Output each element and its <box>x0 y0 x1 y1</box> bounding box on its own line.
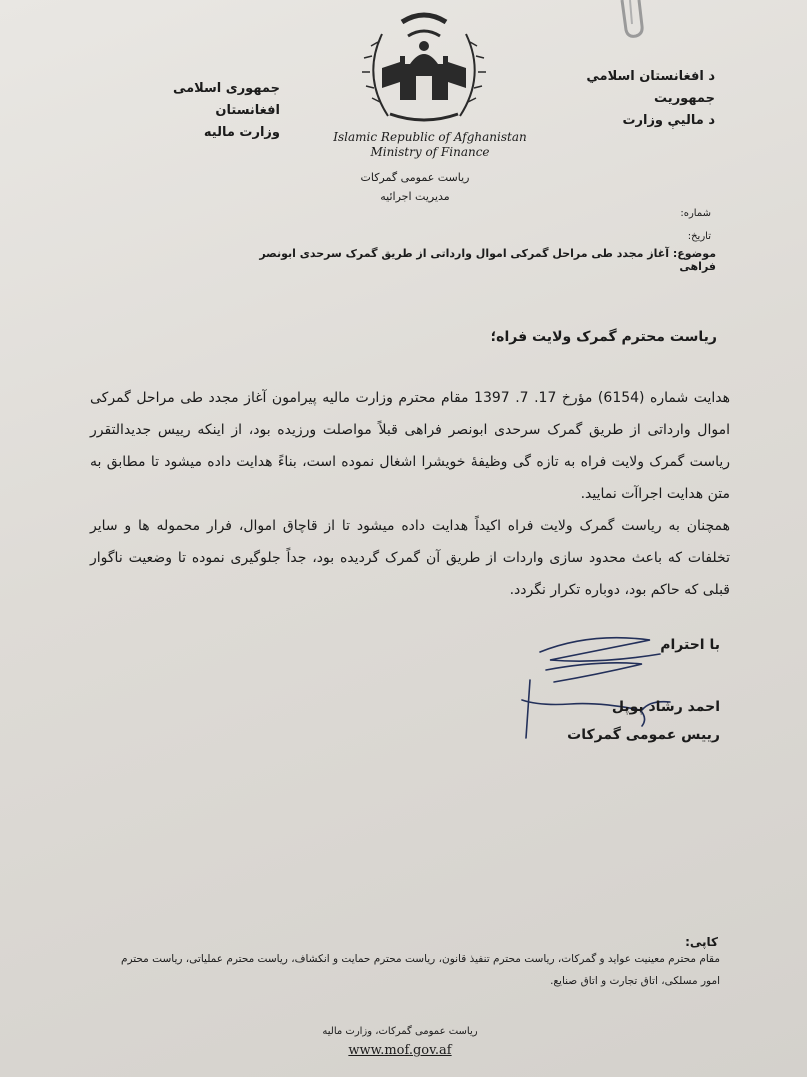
number-label: شماره: <box>680 208 711 219</box>
signer-name: احمد رشاد پوپل <box>611 699 720 715</box>
department-name: ریاست عمومی گمرکات <box>360 171 470 184</box>
paper-clip-icon <box>612 0 657 40</box>
body-paragraph-1: هدایت شماره (6154) مؤرخ 17. 7. 1397 مقام محترم وزارت مالیه پیرامون آغاز مجدد طی مراحل گمرکی اموال وارداتی از طریق گمرک سرحدی ابونصر فراهی قبلاً مواصلت ورزیده بود، از اینکه رییس جدیدالتقرر ریاست گمرک ولایت فراه به تازه گی وظیفهٔ خویشرا اشغال نموده است، بناءً هدایت داده میشود تا مطابق به متن هدایت اجراآت نمایید. <box>90 390 730 502</box>
header-dari-line1: جمهوری اسلامی افغانستان <box>172 81 280 118</box>
subject-line: موضوع: آغاز مجدد طی مراحل گمرکی اموال وارداتی از طریق گمرک سرحدی ابونصر فراهی <box>259 247 716 273</box>
national-emblem-icon <box>360 6 488 126</box>
date-label: تاریخ: <box>687 231 711 242</box>
header-pashto-line1: د افغانستان اسلامي جمهوریت <box>586 69 715 106</box>
header-dari <box>150 78 280 144</box>
header-english-line2: Ministry of Finance <box>370 145 490 159</box>
header-dari-line2: وزارت مالیه <box>203 125 280 140</box>
header-department <box>300 168 530 206</box>
footer-address: ریاست عمومی گمرکات، وزارت مالیه <box>322 1026 478 1037</box>
closing-regards: با احترام <box>660 637 720 653</box>
header-pashto-line2: د مالیې وزارت <box>622 113 715 128</box>
salutation: ریاست محترم گمرک ولایت فراه؛ <box>490 329 717 345</box>
department-office: مدیریت اجرائیه <box>380 190 450 203</box>
copy-heading: کاپی: <box>685 935 718 949</box>
header-english <box>300 130 560 160</box>
copy-recipients: مقام محترم معینیت عواید و گمرکات، ریاست محترم تنفیذ قانون، ریاست محترم حمایت و انکشاف، ریاست محترم عملیاتی، ریاست محترم امور مسلکی، اتاق تجارت و اتاق صنایع. <box>120 953 720 987</box>
letter-body <box>90 382 730 606</box>
body-paragraph-2: همچنان به ریاست گمرک ولایت فراه اکیداً هدایت داده میشود تا از قاچاق اموال، فرار محموله ها و سایر تخلفات که باعث محدود سازی واردات از طریق آن گمرک گردیده بود، جداً جلوگیری نموده تا وضعیت ناگوار قبلی که حاکم بود، دوباره تکرار نگردد. <box>90 518 730 598</box>
footer-website-link[interactable]: www.mof.gov.af <box>348 1043 452 1058</box>
header-english-line1: Islamic Republic of Afghanistan <box>333 130 527 144</box>
signer-title: رییس عمومی گمرکات <box>567 727 720 743</box>
header-pashto <box>560 66 715 132</box>
